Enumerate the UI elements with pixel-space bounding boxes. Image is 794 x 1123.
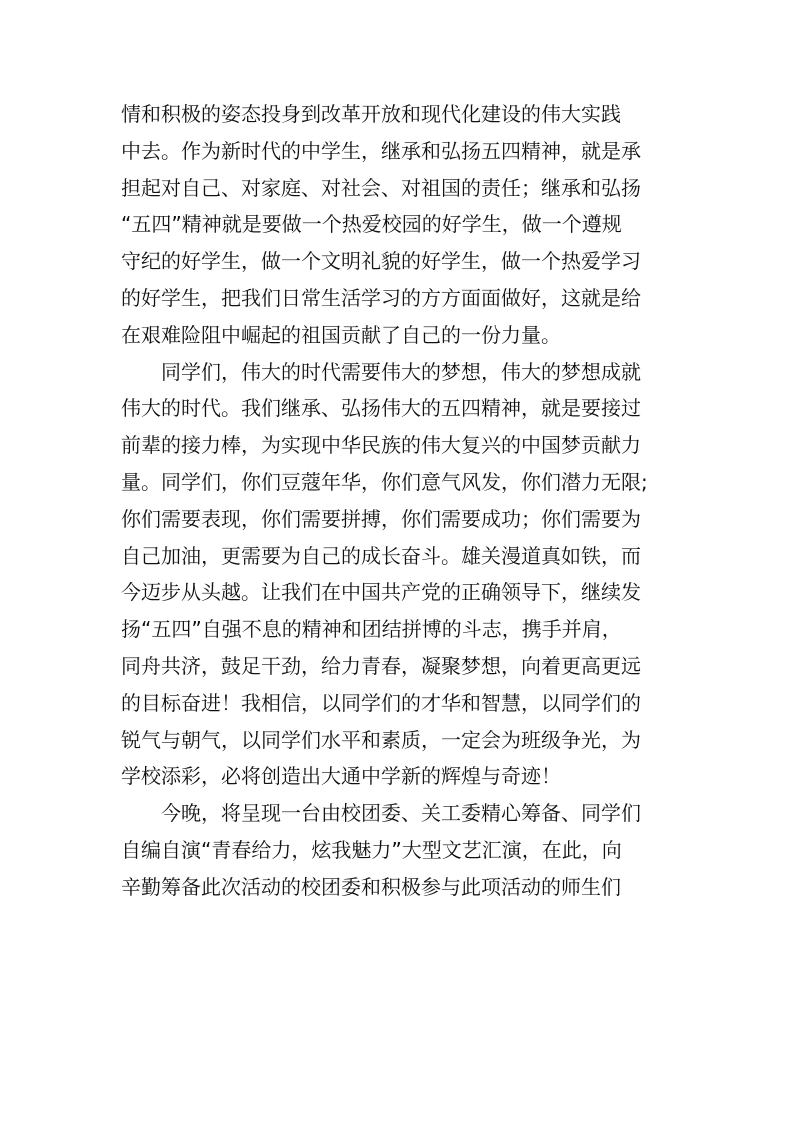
text-line: 你们需要表现，你们需要拼搏，你们需要成功；你们需要为 bbox=[121, 506, 641, 531]
paragraph-1 bbox=[121, 96, 681, 354]
text-line: 同舟共济，鼓足干劲，给力青春，凝聚梦想，向着更高更远 bbox=[121, 653, 641, 678]
text-line: 自编自演“青春给力，炫我魅力”大型文艺汇演，在此，向 bbox=[121, 837, 622, 862]
paragraph-3 bbox=[121, 795, 681, 905]
text-line: 守纪的好学生，做一个文明礼貌的好学生，做一个热爱学习 bbox=[121, 249, 641, 274]
text-line: 同学们，伟大的时代需要伟大的梦想，伟大的梦想成就 bbox=[161, 359, 641, 384]
text-line: 的目标奋进！我相信，以同学们的才华和智慧，以同学们的 bbox=[121, 690, 641, 715]
text-line: 情和积极的姿态投身到改革开放和现代化建设的伟大实践 bbox=[121, 102, 621, 126]
text-line: 辛勤筹备此次活动的校团委和积极参与此项活动的师生们 bbox=[121, 874, 621, 899]
text-line: 今晚，将呈现一台由校团委、关工委精心筹备、同学们 bbox=[161, 801, 641, 826]
text-line: 量。同学们，你们豆蔻年华，你们意气风发，你们潜力无限; bbox=[121, 469, 648, 494]
text-line: 扬“五四”自强不息的精神和团结拼博的斗志，携手并肩， bbox=[121, 617, 622, 642]
text-line: 担起对自己、对家庭、对社会、对祖国的责任；继承和弘扬 bbox=[121, 175, 641, 200]
text-line: 伟大的时代。我们继承、弘扬伟大的五四精神，就是要接过 bbox=[121, 396, 641, 421]
text-line: 自己加油，更需要为自己的成长奋斗。雄关漫道真如铁，而 bbox=[121, 543, 641, 568]
text-line: 的好学生，把我们日常生活学习的方方面面做好，这就是给 bbox=[121, 285, 641, 310]
text-line: 前辈的接力棒，为实现中华民族的伟大复兴的中国梦贡献力 bbox=[121, 433, 641, 458]
text-line: 今迈步从头越。让我们在中国共产党的正确领导下，继续发 bbox=[121, 580, 641, 605]
text-line: “五四”精神就是要做一个热爱校园的好学生，做一个遵规 bbox=[121, 212, 622, 237]
text-line: 学校添彩，必将创造出大通中学新的辉煌与奇迹！ bbox=[121, 764, 561, 789]
document-body bbox=[121, 96, 681, 906]
paragraph-2 bbox=[121, 354, 681, 796]
text-line: 在艰难险阻中崛起的祖国贡献了自己的一份力量。 bbox=[121, 322, 561, 347]
text-line: 中去。作为新时代的中学生，继承和弘扬五四精神，就是承 bbox=[121, 138, 641, 163]
text-line: 锐气与朝气，以同学们水平和素质，一定会为班级争光，为 bbox=[121, 727, 641, 752]
